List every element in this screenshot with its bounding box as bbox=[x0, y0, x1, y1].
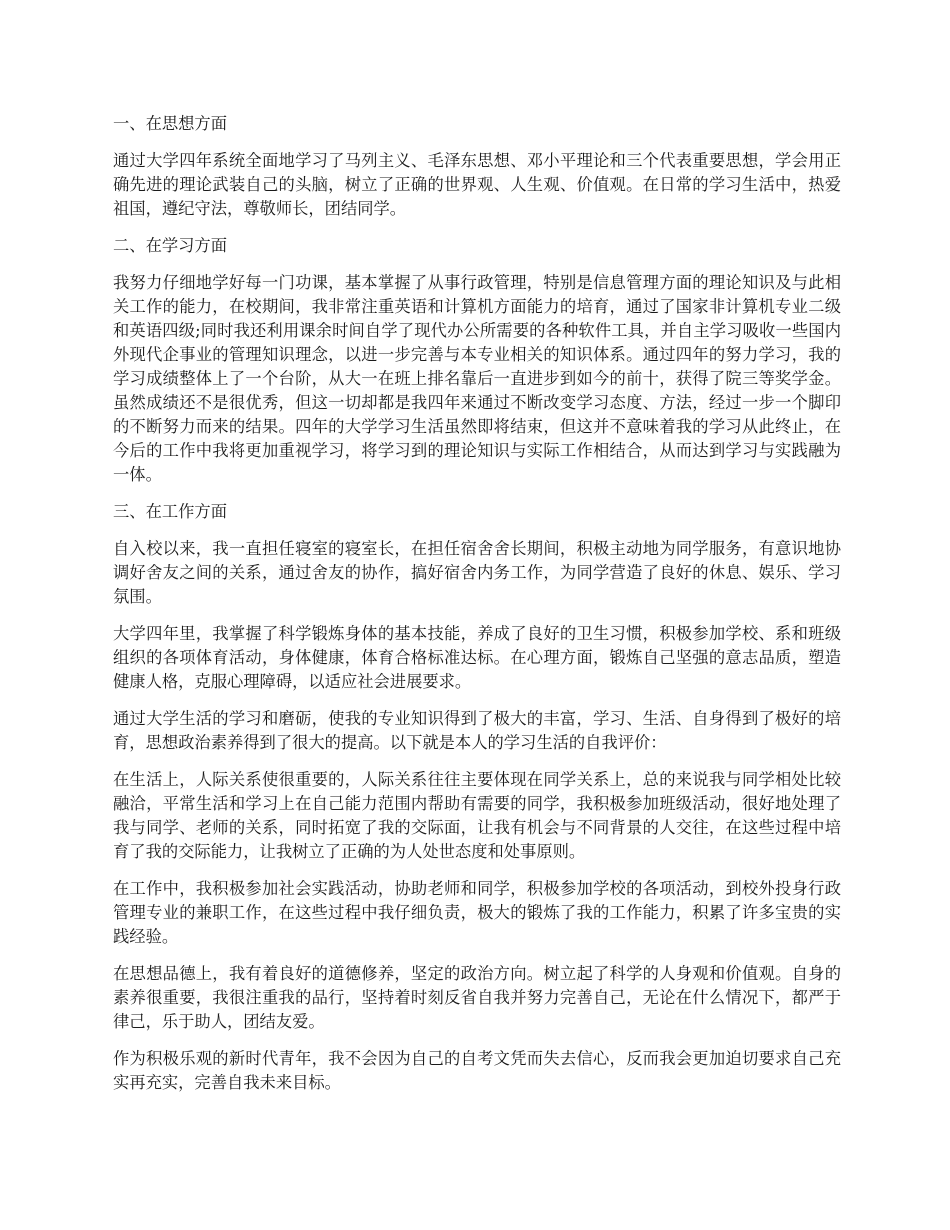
paragraph-dorm-leader: 自入校以来，我一直担任寝室的寝室长，在担任宿舍舍长期间，积极主动地为同学服务，有意识地协调好舍友之间的关系，通过舍友的协作，搞好宿舍内务工作，为同学营造了良好的休息、娱乐、学习氛围。 bbox=[113, 539, 841, 606]
paragraph-growth: 通过大学生活的学习和磨砺，使我的专业知识得到了极大的丰富，学习、生活、自身得到了极好的培育，思想政治素养得到了很大的提高。以下就是本人的学习生活的自我评价： bbox=[113, 709, 841, 752]
section-heading-thought: 一、在思想方面 bbox=[113, 114, 227, 133]
paragraph-study: 我努力仔细地学好每一门功课，基本掌握了从事行政管理，特别是信息管理方面的理论知识及与此相关工作的能力，在校期间，我非常注重英语和计算机方面能力的培育，通过了国家非计算机专业二级和英语四级;同时我还利用课余时间自学了现代办公所需要的各种软件工具，并自主学习吸收一些国内外现代企事业的管理知识理念，以进一步完善与本专业相关的知识体系。通过四年的努力学习，我的学习成绩整体上了一个台阶，从大一在班上排名靠后一直进步到如今的前十，获得了院三等奖学金。虽然成绩还不是很优秀，但这一切却都是我四年来通过不断改变学习态度、方法，经过一步一个脚印的不断努力而来的结果。四年的大学学习生活虽然即将结束，但这并不意味着我的学习从此终止，在今后的工作中我将更加重视学习，将学习到的理论知识与实际工作相结合，从而达到学习与实践融为一体。 bbox=[113, 273, 841, 484]
document-body bbox=[113, 112, 841, 1108]
paragraph-conclusion: 作为积极乐观的新时代青年，我不会因为自己的自考文凭而失去信心，反而我会更加迫切要求自己充实再充实，完善自我未来目标。 bbox=[113, 1049, 841, 1092]
paragraph-work: 在工作中，我积极参加社会实践活动，协助老师和同学，积极参加学校的各项活动，到校外投身行政管理专业的兼职工作，在这些过程中我仔细负责，极大的锻炼了我的工作能力，积累了许多宝贵的实践经验。 bbox=[113, 879, 841, 946]
section-heading-work: 三、在工作方面 bbox=[113, 502, 227, 521]
paragraph-life: 在生活上，人际关系使很重要的，人际关系往往主要体现在同学关系上，总的来说我与同学相处比较融洽，平常生活和学习上在自己能力范围内帮助有需要的同学，我积极参加班级活动，很好地处理了我与同学、老师的关系，同时拓宽了我的交际面，让我有机会与不同背景的人交往，在这些过程中培育了我的交际能力，让我树立了正确的为人处世态度和处事原则。 bbox=[113, 770, 841, 861]
paragraph-morality: 在思想品德上，我有着良好的道德修养，坚定的政治方向。树立起了科学的人身观和价值观。自身的素养很重要，我很注重我的品行，坚持着时刻反省自我并努力完善自己，无论在什么情况下，都严于律己，乐于助人，团结友爱。 bbox=[113, 964, 841, 1031]
paragraph-physical: 大学四年里，我掌握了科学锻炼身体的基本技能，养成了良好的卫生习惯，积极参加学校、系和班级组织的各项体育活动，身体健康，体育合格标准达标。在心理方面，锻炼自己坚强的意志品质，塑造健康人格，克服心理障碍，以适应社会进展要求。 bbox=[113, 624, 841, 691]
paragraph-thought: 通过大学四年系统全面地学习了马列主义、毛泽东思想、邓小平理论和三个代表重要思想，学会用正确先进的理论武装自己的头脑，树立了正确的世界观、人生观、价值观。在日常的学习生活中，热爱祖国，遵纪守法，尊敬师长，团结同学。 bbox=[113, 151, 841, 218]
section-heading-study: 二、在学习方面 bbox=[113, 236, 227, 255]
